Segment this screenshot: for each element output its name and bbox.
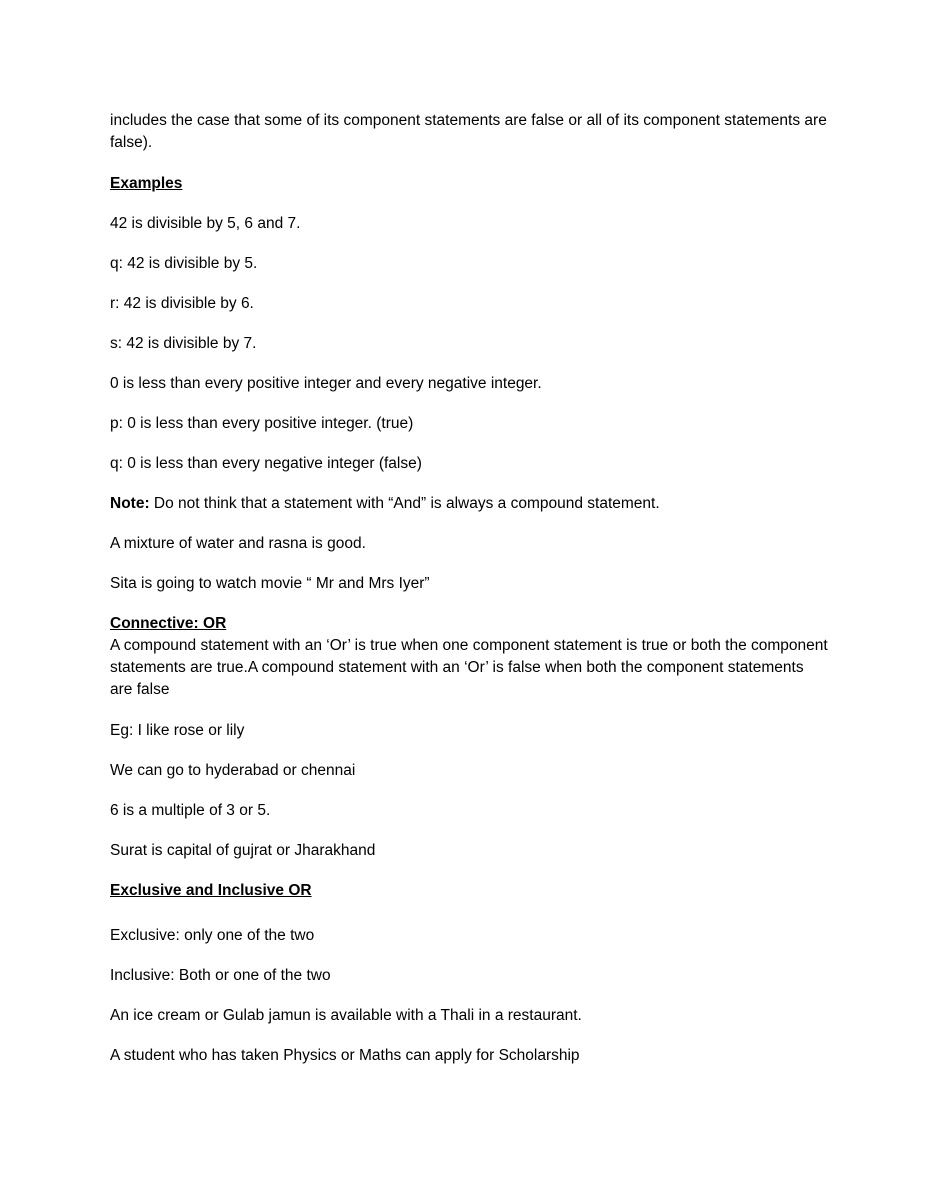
document-page [110,110,830,1085]
example-line: r: 42 is divisible by 6. [110,295,254,312]
or-example-line: 6 is a multiple of 3 or 5. [110,802,271,819]
excl-example-line: A student who has taken Physics or Maths can apply for Scholarship [110,1047,580,1064]
or-heading: Connective: OR [110,615,227,632]
example-line: q: 0 is less than every negative integer (false) [110,455,422,472]
note-example-line: Sita is going to watch movie “ Mr and Mrs Iyer” [110,575,430,592]
example-line: 42 is divisible by 5, 6 and 7. [110,215,301,232]
or-example-line: Eg: I like rose or lily [110,722,245,739]
note-text: Do not think that a statement with “And” is always a compound statement. [149,495,660,512]
examples-heading: Examples [110,175,183,192]
or-example-line: We can go to hyderabad or chennai [110,762,356,779]
note-paragraph [110,493,830,515]
note-label: Note: [110,495,150,512]
intro-paragraph: includes the case that some of its component statements are false or all of its component statements are false). [110,112,827,151]
or-description: A compound statement with an ‘Or’ is true when one component statement is true or both the component statements are true.A compound statement with an ‘Or’ is false when both the component statements are false [110,637,828,698]
example-line: p: 0 is less than every positive integer. (true) [110,415,414,432]
example-line: s: 42 is divisible by 7. [110,335,257,352]
excl-example-line: An ice cream or Gulab jamun is available with a Thali in a restaurant. [110,1007,582,1024]
example-line: q: 42 is divisible by 5. [110,255,258,272]
inclusive-line: Inclusive: Both or one of the two [110,967,331,984]
note-example-line: A mixture of water and rasna is good. [110,535,366,552]
exclusive-inclusive-heading: Exclusive and Inclusive OR [110,882,312,899]
example-line: 0 is less than every positive integer and every negative integer. [110,375,542,392]
exclusive-line: Exclusive: only one of the two [110,927,315,944]
or-example-line: Surat is capital of gujrat or Jharakhand [110,842,376,859]
